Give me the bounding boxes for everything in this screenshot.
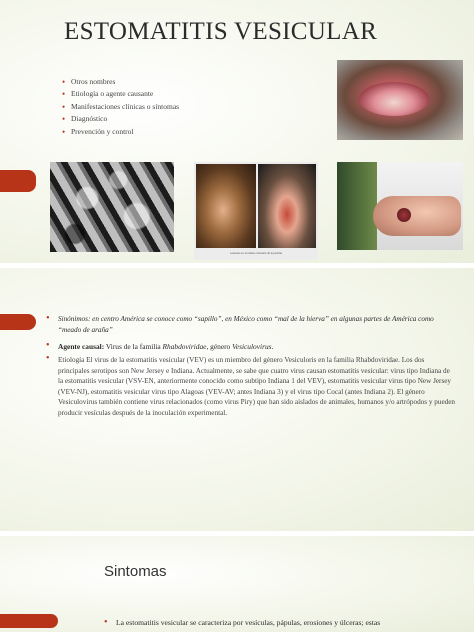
slide-title: ESTOMATITIS VESICULAR [64,18,378,45]
slide-1 [0,0,474,263]
etiology-text: • Etiología El virus de la estomatitis vesicular (VEV) es un miembro del género Vesiculoris en la familia Rhabdoviridae. Los dos principales serotipos son New Jersey e Indiana. Actualmente, se sabe que cuatro virus causan estomatitis vesicular: virus tipo Indiana de la estomatitis vesicular (VSV-EN, anteriormente conocido como subtipo Indiana 1 del VEV), estomatitis vesicular virus tipo New Jersey (VEV-NJ), estomatitis vesicular virus tipo Alagoas (VEV-AV; antes Indiana 3) y el virus tipo Cocal (antes Indiana 2). El género Vesiculovirus también contiene virus relacionados (como virus Piry) que han sido aislados de animales, humanos y/o artrópodos y pueden producir vesículas después de la inoculación experimental. [46,355,456,419]
causal-agent-label: Agente causal: [58,342,105,351]
hoof-lesion-photo [194,162,318,260]
accent-tab [0,314,36,330]
hoof-photo-left [196,164,256,248]
section-title: Sintomas [104,563,167,580]
topic-item: • Otros nombres [62,76,179,88]
symptoms-text: • La estomatitis vesicular se caracteriza por vesículas, pápulas, erosiones y úlceras; estas [104,618,380,627]
topic-item: • Diagnóstico [62,113,179,125]
accent-tab [0,170,36,192]
topic-list [62,76,179,138]
causal-agent-text: • Agente causal: Virus de la familia Rhabdoviridae, género Vesiculovirus. [46,341,456,352]
mouth-shape [359,82,429,116]
virus-micrograph-photo [50,162,174,252]
lip-lesion-photo [337,60,463,140]
photo-caption: Lesiones en el rodete coronario de la pezuña [230,252,282,255]
hoof-photo-right [258,164,316,248]
slide-3 [0,536,474,632]
topic-item: • Prevención y control [62,126,179,138]
slide-2 [0,268,474,531]
topic-item: • Etiología o agente causante [62,88,179,100]
accent-tab [0,614,58,628]
hand-shape [373,196,461,236]
topic-item: • Manifestaciones clínicas o síntomas [62,101,179,113]
hand-lesion-photo [337,162,463,250]
lesion-spot [397,208,411,222]
synonyms-text: • Sinónimos: en centro América se conoce como “sapillo”, en México como “mal de la hierva” en algunas partes de América como “meado de araña” [46,314,456,336]
